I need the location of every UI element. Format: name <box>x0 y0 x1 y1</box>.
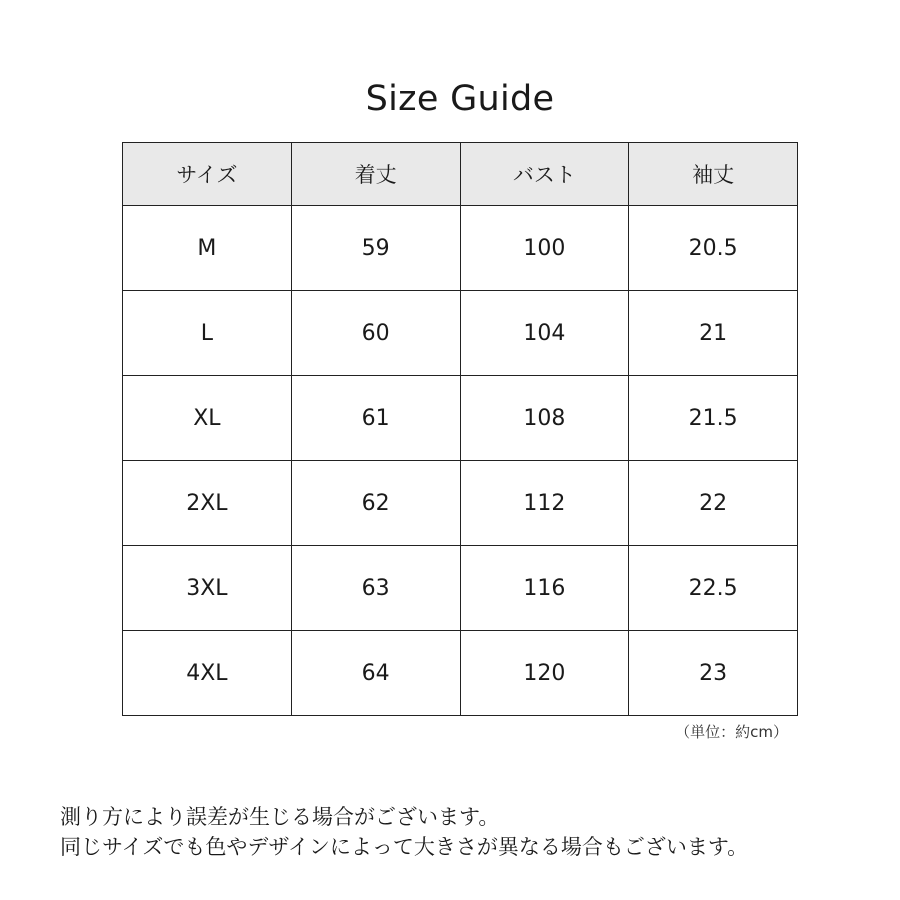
column-header-length: 着丈 <box>291 143 460 206</box>
cell-sleeve: 21 <box>629 291 798 376</box>
cell-bust: 100 <box>460 206 629 291</box>
cell-length: 63 <box>291 546 460 631</box>
cell-sleeve: 22 <box>629 461 798 546</box>
cell-sleeve: 23 <box>629 631 798 716</box>
column-header-sleeve: 袖丈 <box>629 143 798 206</box>
cell-length: 61 <box>291 376 460 461</box>
table-row <box>123 631 798 716</box>
notes <box>60 802 880 862</box>
cell-sleeve: 22.5 <box>629 546 798 631</box>
cell-length: 60 <box>291 291 460 376</box>
cell-size: 4XL <box>123 631 292 716</box>
unit-note: （単位：約cm） <box>675 723 788 741</box>
table-row <box>123 291 798 376</box>
cell-sleeve: 20.5 <box>629 206 798 291</box>
cell-size: 3XL <box>123 546 292 631</box>
cell-bust: 120 <box>460 631 629 716</box>
cell-bust: 116 <box>460 546 629 631</box>
cell-length: 62 <box>291 461 460 546</box>
note-size-variation: 同じサイズでも色やデザインによって大きさが異なる場合もございます。 <box>60 835 749 859</box>
cell-size: M <box>123 206 292 291</box>
table-row <box>123 206 798 291</box>
page-title: Size Guide <box>365 79 555 119</box>
cell-size: 2XL <box>123 461 292 546</box>
table-row <box>123 546 798 631</box>
cell-length: 59 <box>291 206 460 291</box>
size-table <box>122 142 798 716</box>
column-header-size: サイズ <box>123 143 292 206</box>
cell-length: 64 <box>291 631 460 716</box>
table-row <box>123 461 798 546</box>
cell-bust: 104 <box>460 291 629 376</box>
column-header-bust: バスト <box>460 143 629 206</box>
cell-size: XL <box>123 376 292 461</box>
cell-sleeve: 21.5 <box>629 376 798 461</box>
table-header-row <box>123 143 798 206</box>
cell-bust: 112 <box>460 461 629 546</box>
note-measurement-error: 測り方により誤差が生じる場合がございます。 <box>60 805 500 829</box>
table-row <box>123 376 798 461</box>
cell-bust: 108 <box>460 376 629 461</box>
cell-size: L <box>123 291 292 376</box>
